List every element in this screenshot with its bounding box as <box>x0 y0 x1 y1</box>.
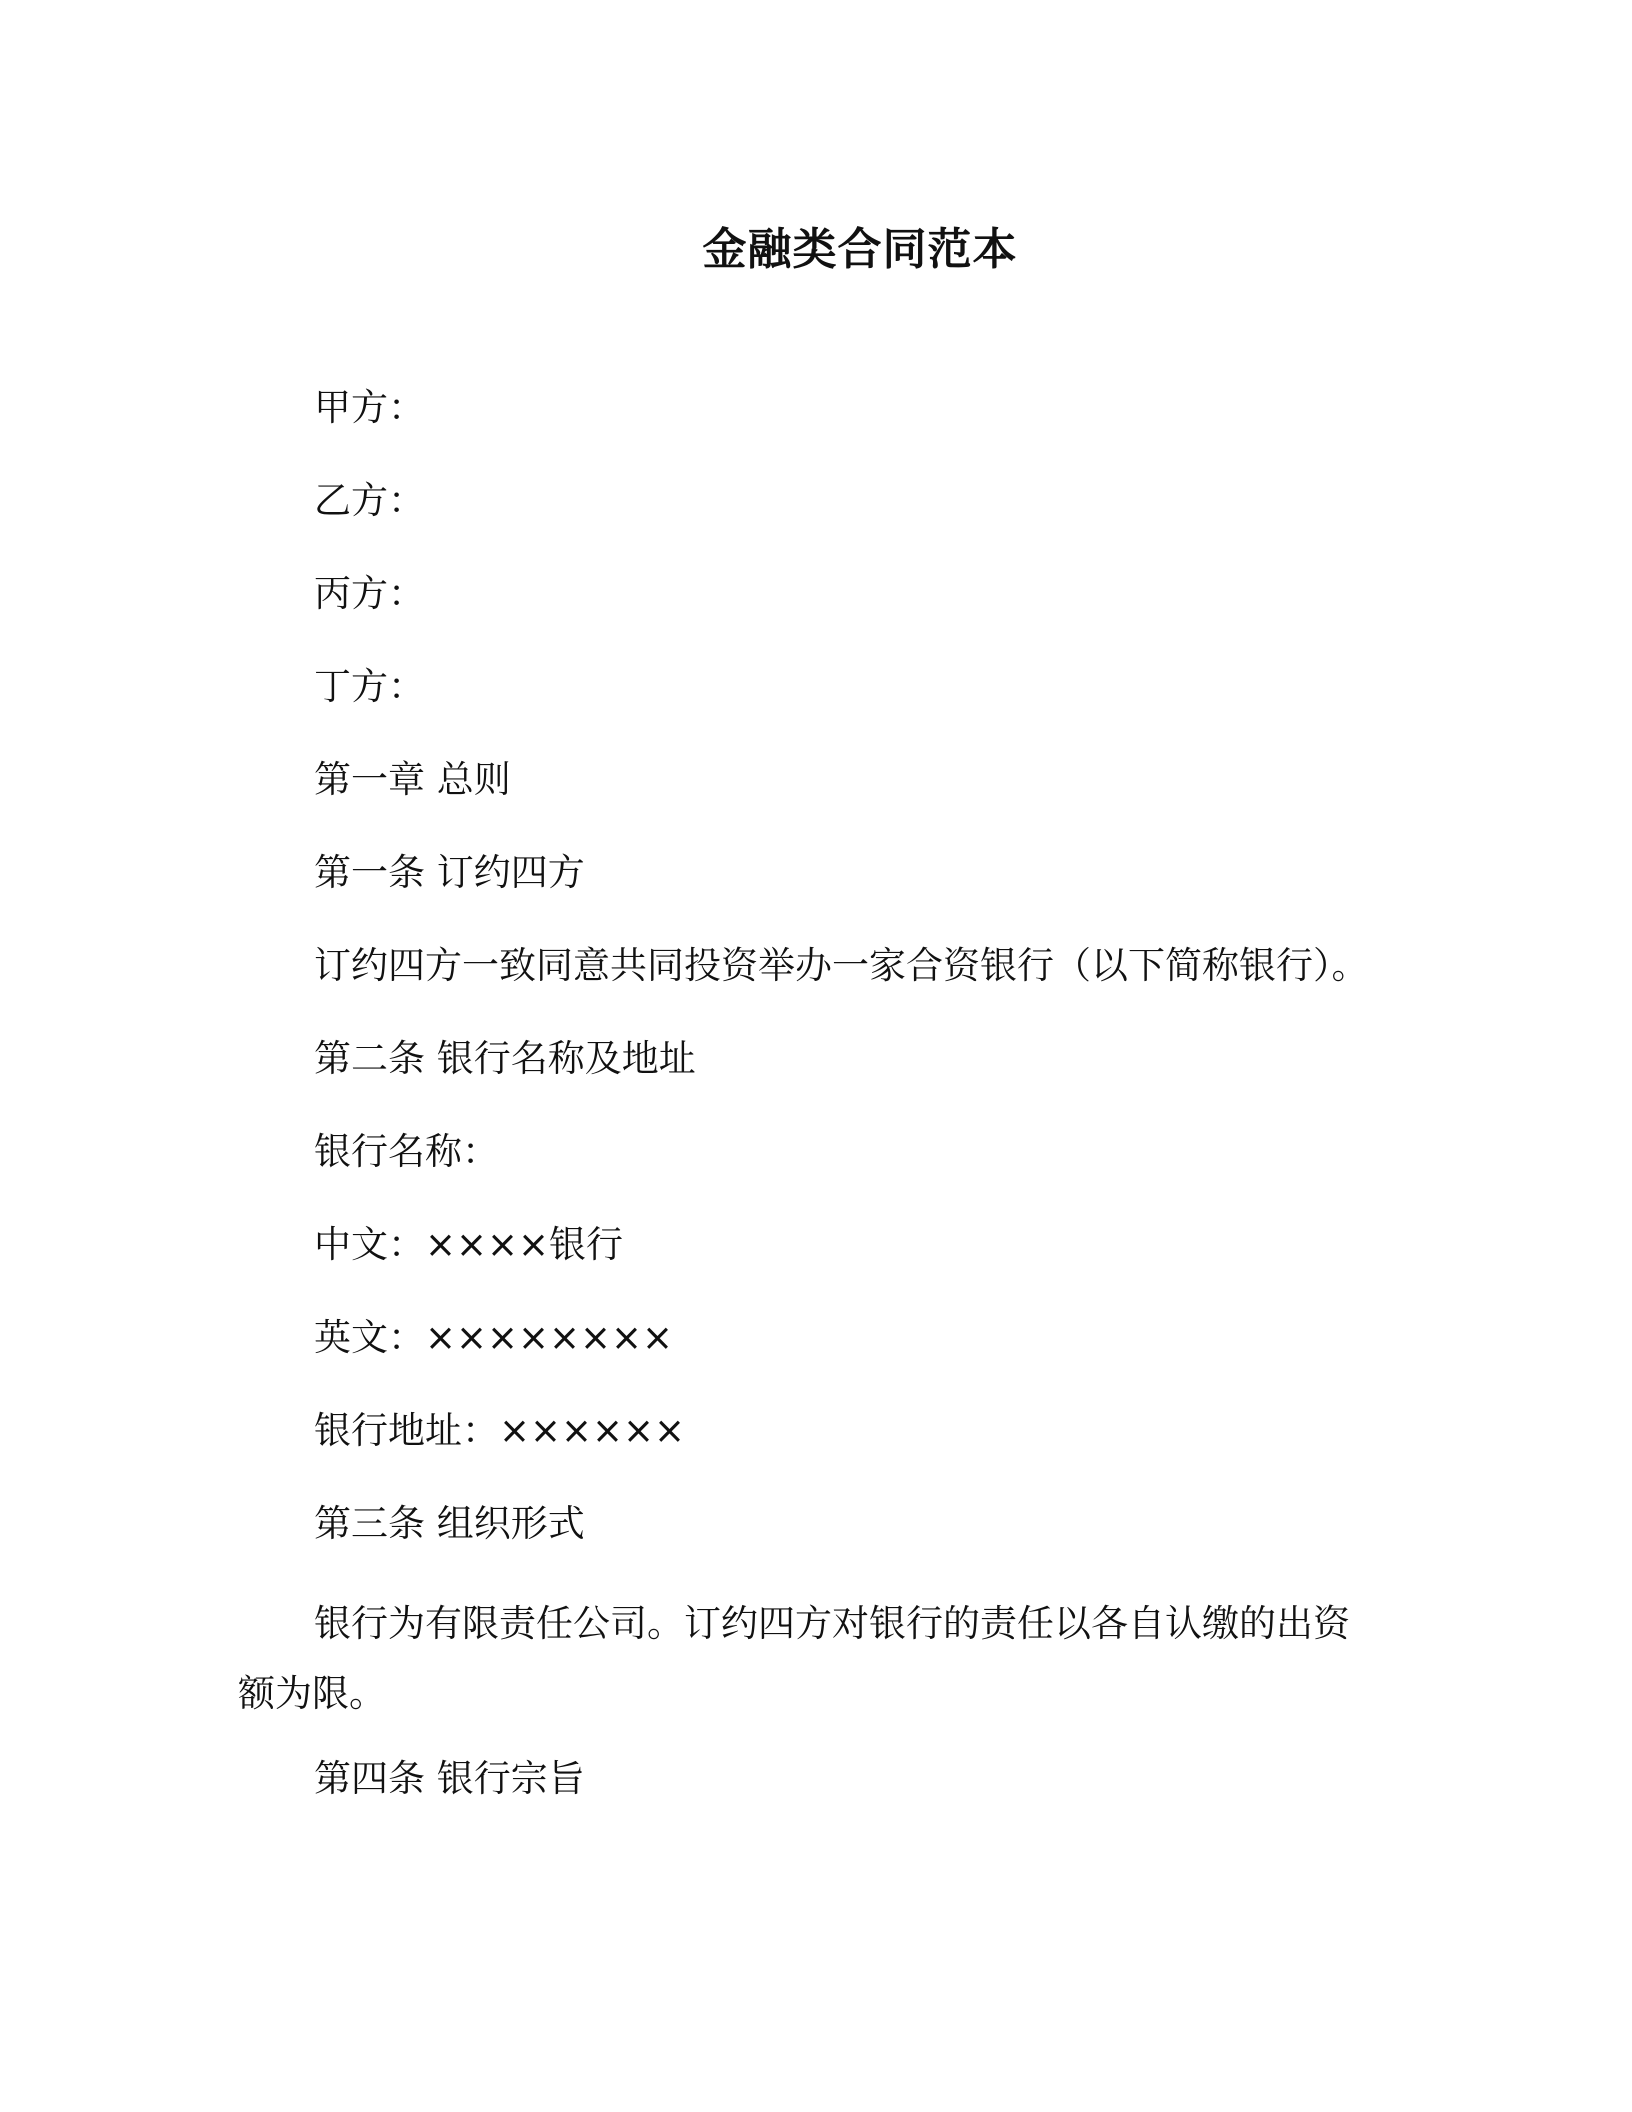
bank-chinese-name: 中文：××××银行 <box>314 1223 624 1266</box>
article-1-body: 订约四方一致同意共同投资举办一家合资银行（以下简称银行）。 <box>314 944 1369 987</box>
article-3-heading: 第三条 组织形式 <box>314 1502 585 1545</box>
party-a-field: 甲方： <box>314 386 425 429</box>
party-b-field: 乙方： <box>314 479 425 522</box>
article-3-body: 银行为有限责任公司。订约四方对银行的责任以各自认缴的出资额为限。 <box>238 1602 1350 1715</box>
chapter-heading: 第一章 总则 <box>314 758 511 801</box>
bank-name-label: 银行名称： <box>314 1130 499 1173</box>
bank-address: 银行地址：×××××× <box>314 1409 686 1452</box>
article-1-heading: 第一条 订约四方 <box>314 851 585 894</box>
bank-english-name: 英文：×××××××× <box>314 1316 674 1359</box>
party-d-field: 丁方： <box>314 665 425 708</box>
party-c-field: 丙方： <box>314 572 425 615</box>
document-title: 金融类合同范本 <box>702 224 1018 275</box>
article-4-heading: 第四条 银行宗旨 <box>314 1757 585 1800</box>
article-2-heading: 第二条 银行名称及地址 <box>314 1037 696 1080</box>
